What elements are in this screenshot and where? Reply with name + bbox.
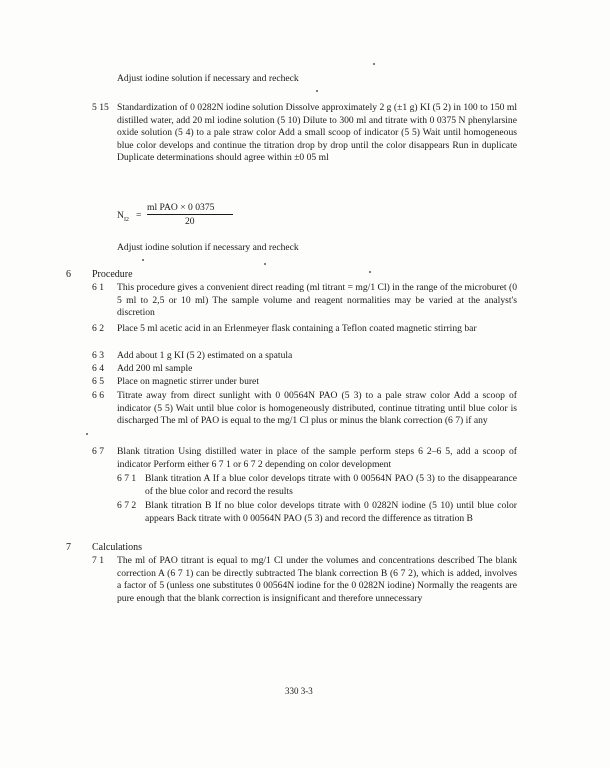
item-text: This procedure gives a convenient direct reading (ml titrant = mg/1 Cl) in the range of the microburet (0 5 ml to 2,5 or 10 ml) The sample volume and reagent normalities may be varied at the analyst's discretion bbox=[117, 282, 517, 319]
scan-speck bbox=[86, 433, 88, 435]
item-text: Blank titration Using distilled water in place of the sample perform steps 6 2–6 5, add a scoop of indicator Perform either 6 7 1 or 6 7 2 depending on color development bbox=[117, 446, 517, 470]
subitem-num: 6 7 2 bbox=[117, 500, 137, 511]
subitem-text: Blank titration A If a blue color develops titrate with 0 00564N PAO (5 3) to the disappearance of the blue color and record the results bbox=[145, 473, 517, 497]
item-num: 6 2 bbox=[92, 323, 104, 334]
adjust-line: Adjust iodine solution if necessary and recheck bbox=[117, 242, 299, 253]
item-text: The ml of PAO titrant is equal to mg/1 Cl under the volumes and concentrations described The blank correction A (6 7 1) can be directly subtracted The blank correction B (6 7 2), which is added, involves a factor of 5 (unless one substitutes 0 00564N iodine for the 0 0282N iodine) Normally the reagents are pure enough that the blank correction is insignificant and therefore unnecessary bbox=[117, 555, 517, 604]
subitem-num: 6 7 1 bbox=[117, 473, 137, 484]
item-num: 7 1 bbox=[92, 555, 104, 566]
subitem-text: Blank titration B If no blue color develops titrate with 0 0282N iodine (5 10) until blue color appears Back titrate with 0 00564N PAO (5 3) and record the difference as titration B bbox=[145, 500, 517, 524]
scan-speck bbox=[264, 263, 266, 265]
item-text-5-15: Standardization of 0 0282N iodine solution Dissolve approximately 2 g (±1 g) KI (5 2) in 100 to 150 ml distilled water, add 20 ml iodine solution (5 10) Dilute to 300 ml and titrate with 0 0375 N phenylarsine oxide solution (5 4) to a pale straw color Add a small scoop of indicator (5 5) Wait until homogeneous blue color develops and continue the titration drop by drop until the color disappears Run in duplicate Duplicate determinations should agree within ±0 05 ml bbox=[117, 102, 517, 164]
section-6-title: Procedure bbox=[92, 269, 133, 280]
item-text: Place 5 ml acetic acid in an Erlenmeyer flask containing a Teflon coated magnetic stirring bar bbox=[117, 323, 477, 334]
item-num: 6 7 bbox=[92, 446, 104, 457]
item-num: 6 1 bbox=[92, 282, 104, 293]
formula-denominator: 20 bbox=[185, 216, 195, 227]
item-text: Add about 1 g KI (5 2) estimated on a spatula bbox=[117, 350, 293, 361]
item-text: Place on magnetic stirrer under buret bbox=[117, 376, 259, 387]
item-num: 6 4 bbox=[92, 363, 104, 374]
item-text: Add 200 ml sample bbox=[117, 363, 193, 374]
section-7-title: Calculations bbox=[92, 542, 142, 553]
scan-speck bbox=[369, 271, 371, 273]
item-num: 6 5 bbox=[92, 376, 104, 387]
page-number: 330 3-3 bbox=[285, 686, 313, 696]
section-6-number: 6 bbox=[66, 269, 71, 280]
scan-speck bbox=[373, 63, 375, 65]
intro-line: Adjust iodine solution if necessary and recheck bbox=[117, 73, 299, 84]
item-num: 6 6 bbox=[92, 390, 104, 401]
item-num: 6 3 bbox=[92, 350, 104, 361]
item-num-5-15: 5 15 bbox=[92, 102, 109, 113]
item-text: Titrate away from direct sunlight with 0 00564N PAO (5 3) to a pale straw color Add a scoop of indicator (5 5) Wait until blue color is homogeneously distributed, continue titrating until blue color is discharged The ml of PAO is equal to the mg/1 Cl plus or minus the blank correction (6 7) if any bbox=[117, 390, 517, 427]
formula-lhs: $N_{I2}$ bbox=[117, 210, 129, 223]
fraction-bar bbox=[147, 214, 233, 215]
scan-speck bbox=[142, 259, 144, 261]
section-7-number: 7 bbox=[66, 542, 71, 553]
formula-equals: = bbox=[136, 210, 142, 221]
scan-speck bbox=[316, 90, 318, 92]
formula-numerator: ml PAO × 0 0375 bbox=[147, 202, 215, 213]
